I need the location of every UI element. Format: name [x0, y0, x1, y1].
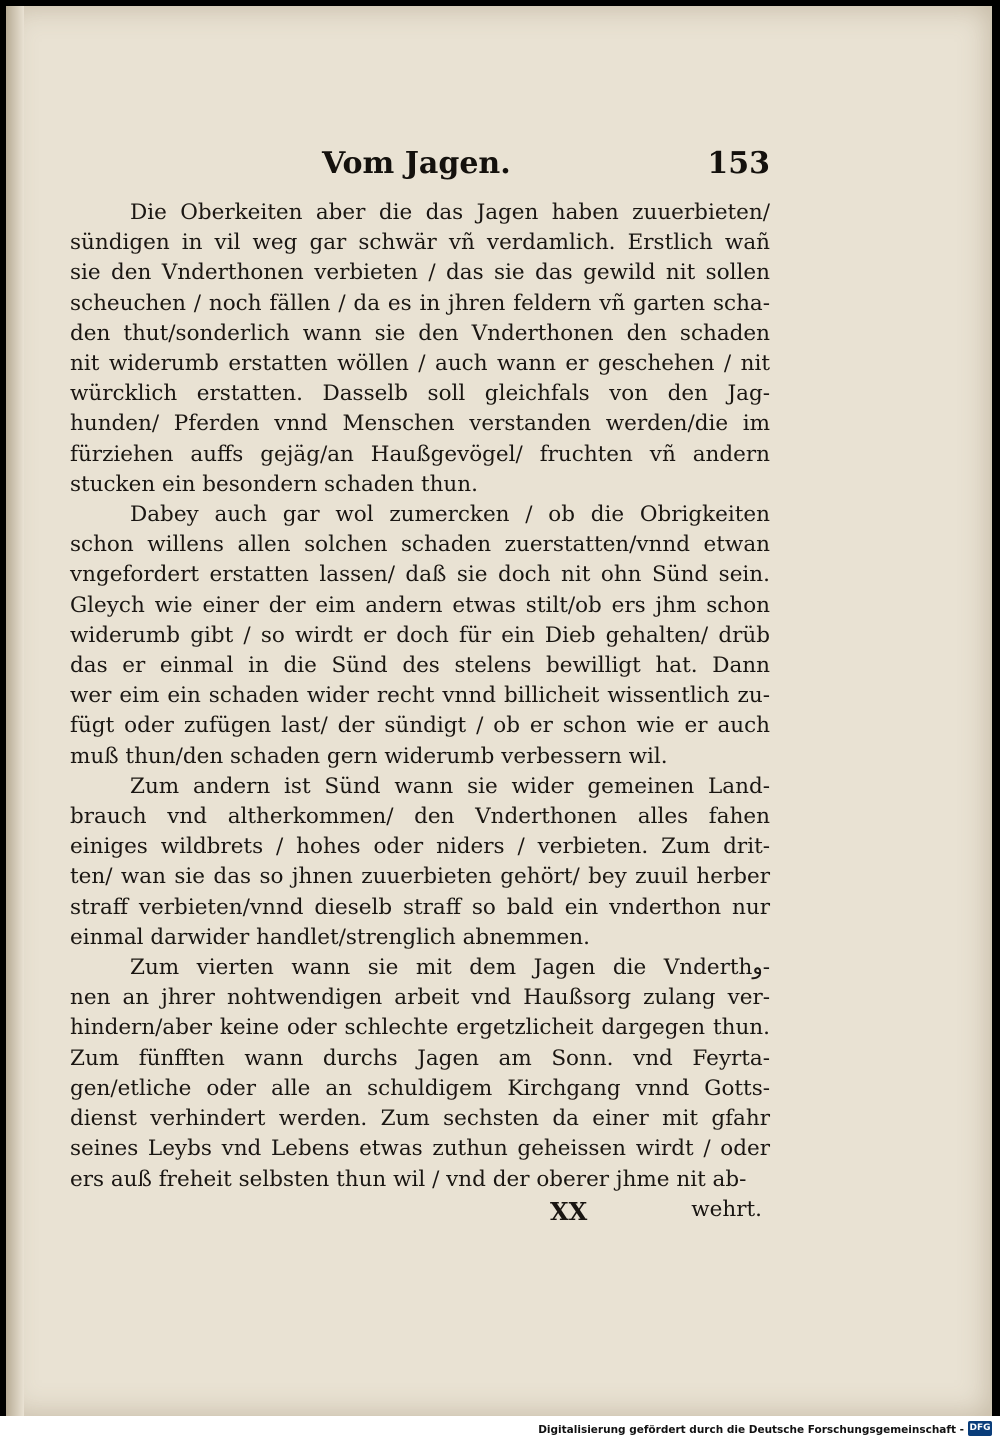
page-header — [70, 146, 770, 198]
text-line: vngefordert erstatten lassen/ daß sie doch nit ohn Sünd sein. — [70, 562, 770, 588]
text-line: nit widerumb erstatten wöllen / auch wann er geschehen / nit — [70, 351, 770, 377]
text-line: Dabey auch gar wol zumercken / ob die Obrigkeiten — [130, 502, 770, 528]
paragraph — [70, 198, 770, 500]
paragraph — [70, 953, 770, 1195]
text-line: straff verbieten/vnnd dieselb straff so bald ein vnderthon nur — [70, 894, 770, 920]
page-foot — [70, 1195, 770, 1229]
catchword: wehrt. — [691, 1196, 762, 1222]
signature-mark: XX — [550, 1196, 588, 1226]
digitization-footer — [0, 1416, 1000, 1445]
text-line: einmal darwider handlet/strenglich abnemmen. — [70, 924, 590, 950]
text-block — [70, 146, 770, 1229]
book-page — [6, 6, 992, 1416]
text-line: wer eim ein schaden wider recht vnnd billicheit wissentlich zu- — [70, 683, 770, 709]
text-line: hindern/aber keine oder schlechte ergetzlicheit dargegen thun. — [70, 1015, 770, 1041]
text-line: nen an jhrer nohtwendigen arbeit vnd Haußsorg zulang ver- — [70, 985, 770, 1011]
folio-number: 153 — [707, 146, 770, 181]
text-line: das er einmal in die Sünd des stelens bewilligt hat. Dann — [70, 653, 770, 679]
text-line: fügt oder zufügen last/ der sündigt / ob er schon wie er auch — [70, 713, 770, 739]
funding-credit: Digitalisierung gefördert durch die Deutsche Forschungsgemeinschaft - — [538, 1424, 964, 1436]
text-line: Gleych wie einer der eim andern etwas stilt/ob ers jhm schon — [70, 592, 770, 618]
text-line: einiges wildbrets / hohes oder niders / verbieten. Zum drit- — [70, 834, 770, 860]
text-line: Die Oberkeiten aber die das Jagen haben zuuerbieten/ — [130, 200, 770, 225]
text-line: ten/ wan sie das so jhnen zuuerbieten gehört/ bey zuuil herber — [70, 864, 770, 890]
text-line: hunden/ Pferden vnnd Menschen verstanden werden/die im — [70, 411, 770, 437]
text-line: Zum vierten wann sie mit dem Jagen die Vnderthو- — [130, 955, 770, 981]
text-line: brauch vnd altherkommen/ den Vnderthonen alles fahen — [70, 804, 770, 830]
body-text — [70, 198, 770, 1195]
text-line: fürziehen auffs gejäg/an Haußgevögel/ fruchten vñ andern — [70, 441, 770, 467]
text-line: gen/etliche oder alle an schuldigem Kirchgang vnnd Gotts- — [70, 1075, 770, 1101]
paragraph — [70, 500, 770, 772]
text-line: stucken ein besondern schaden thun. — [70, 471, 478, 497]
text-line: sündigen in vil weg gar schwär vñ verdamlich. Erstlich wañ — [70, 230, 770, 256]
text-line: dienst verhindert werden. Zum sechsten da einer mit gfahr — [70, 1106, 770, 1132]
text-line: schon willens allen solchen schaden zuerstatten/vnnd etwan — [70, 532, 770, 558]
text-line: den thut/sonderlich wann sie den Vnderthonen den schaden — [70, 320, 770, 346]
text-line: seines Leybs vnd Lebens etwas zuthun geheissen wirdt / oder — [70, 1136, 770, 1162]
text-line: Zum fünfften wann durchs Jagen am Sonn. vnd Feyrta- — [70, 1045, 770, 1071]
text-line: ers auß freheit selbsten thun wil / vnd der oberer jhme nit ab- — [70, 1166, 747, 1192]
dfg-logo: DFG — [968, 1421, 992, 1436]
text-line: muß thun/den schaden gern widerumb verbessern wil. — [70, 743, 668, 769]
page-spine-shadow — [6, 6, 24, 1416]
text-line: scheuchen / noch fällen / da es in jhren feldern vñ garten scha- — [70, 290, 770, 316]
text-line: würcklich erstatten. Dasselb soll gleichfals von den Jag- — [70, 381, 770, 407]
text-line: Zum andern ist Sünd wann sie wider gemeinen Land- — [130, 773, 770, 799]
running-title: Vom Jagen. — [322, 146, 511, 181]
text-line: widerumb gibt / so wirdt er doch für ein Dieb gehalten/ drüb — [70, 622, 770, 648]
text-line: sie den Vnderthonen verbieten / das sie das gewild nit sollen — [70, 260, 770, 286]
paragraph — [70, 772, 770, 953]
